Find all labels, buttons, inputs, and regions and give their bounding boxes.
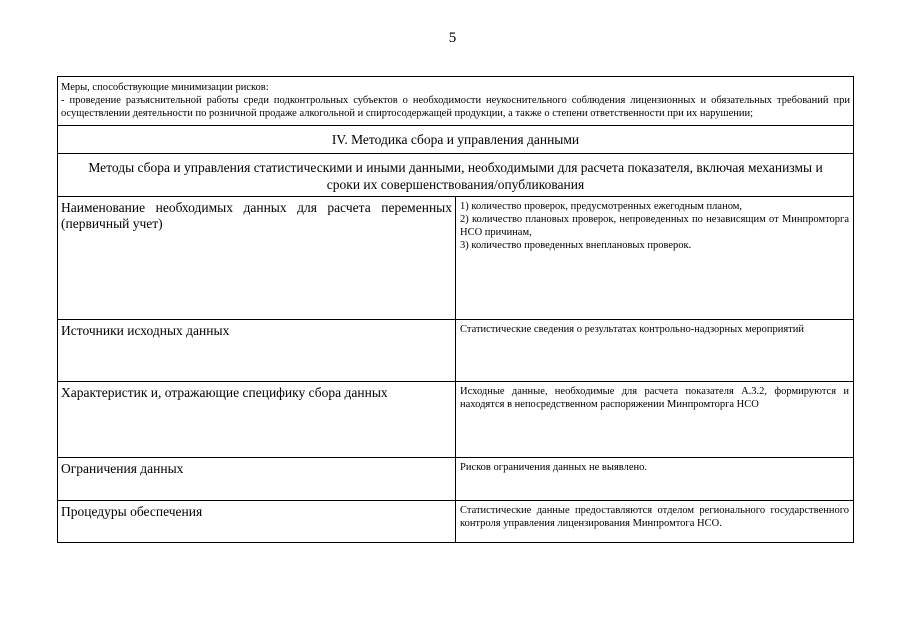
table-row: [58, 501, 854, 543]
table-row: [58, 320, 854, 382]
section-title: IV. Методика сбора и управления данными: [58, 126, 854, 154]
row-label: Источники исходных данных: [58, 320, 456, 382]
row-label: Процедуры обеспечения: [58, 501, 456, 543]
row-label: Наименование необходимых данных для расчета переменных (первичный учет): [58, 197, 456, 320]
row-content: [456, 197, 854, 320]
row-label: Ограничения данных: [58, 458, 456, 501]
row-content: Исходные данные, необходимые для расчета показателя А.3.2, формируются и находятся в непосредственном распоряжении Минпромторга НСО: [456, 382, 854, 458]
row-content: Рисков ограничения данных не выявлено.: [456, 458, 854, 501]
methods-title: Методы сбора и управления статистическими и иными данными, необходимыми для расчета показателя, включая механизмы и сроки их совершенствования/опубликования: [58, 154, 854, 197]
row-content: Статистические данные предоставляются отделом регионального государственного контроля управления лицензирования Минпромтога НСО.: [456, 501, 854, 543]
row-label: Характеристик и, отражающие специфику сбора данных: [58, 382, 456, 458]
list-item: 2) количество плановых проверок, непроведенных по независящим от Минпромторга НСО причинам,: [460, 214, 849, 238]
list-item: 1) количество проверок, предусмотренных ежегодным планом,: [460, 201, 743, 212]
list-item: 3) количество проведенных внеплановых проверок.: [460, 240, 692, 251]
risk-mitigation-text: - проведение разъяснительной работы среди подконтрольных субъектов о необходимости неукоснительного соблюдения лицензионных и обязательных требований при осуществлении деятельности по розничной продаже алкогольной и спиртосодержащей продукции, а также о степени ответственности при их нарушении;: [61, 95, 850, 119]
methodology-table: [57, 76, 854, 543]
intro-row: [58, 77, 854, 126]
section-row: [58, 126, 854, 154]
methods-row: [58, 154, 854, 197]
row-content: Статистические сведения о результатах контрольно-надзорных мероприятий: [456, 320, 854, 382]
table-row: [58, 197, 854, 320]
risk-mitigation-heading: Меры, способствующие минимизации рисков:: [61, 82, 269, 93]
page-number: 5: [448, 30, 457, 46]
table-row: [58, 382, 854, 458]
risk-mitigation-cell: [58, 77, 854, 126]
table-row: [58, 458, 854, 501]
